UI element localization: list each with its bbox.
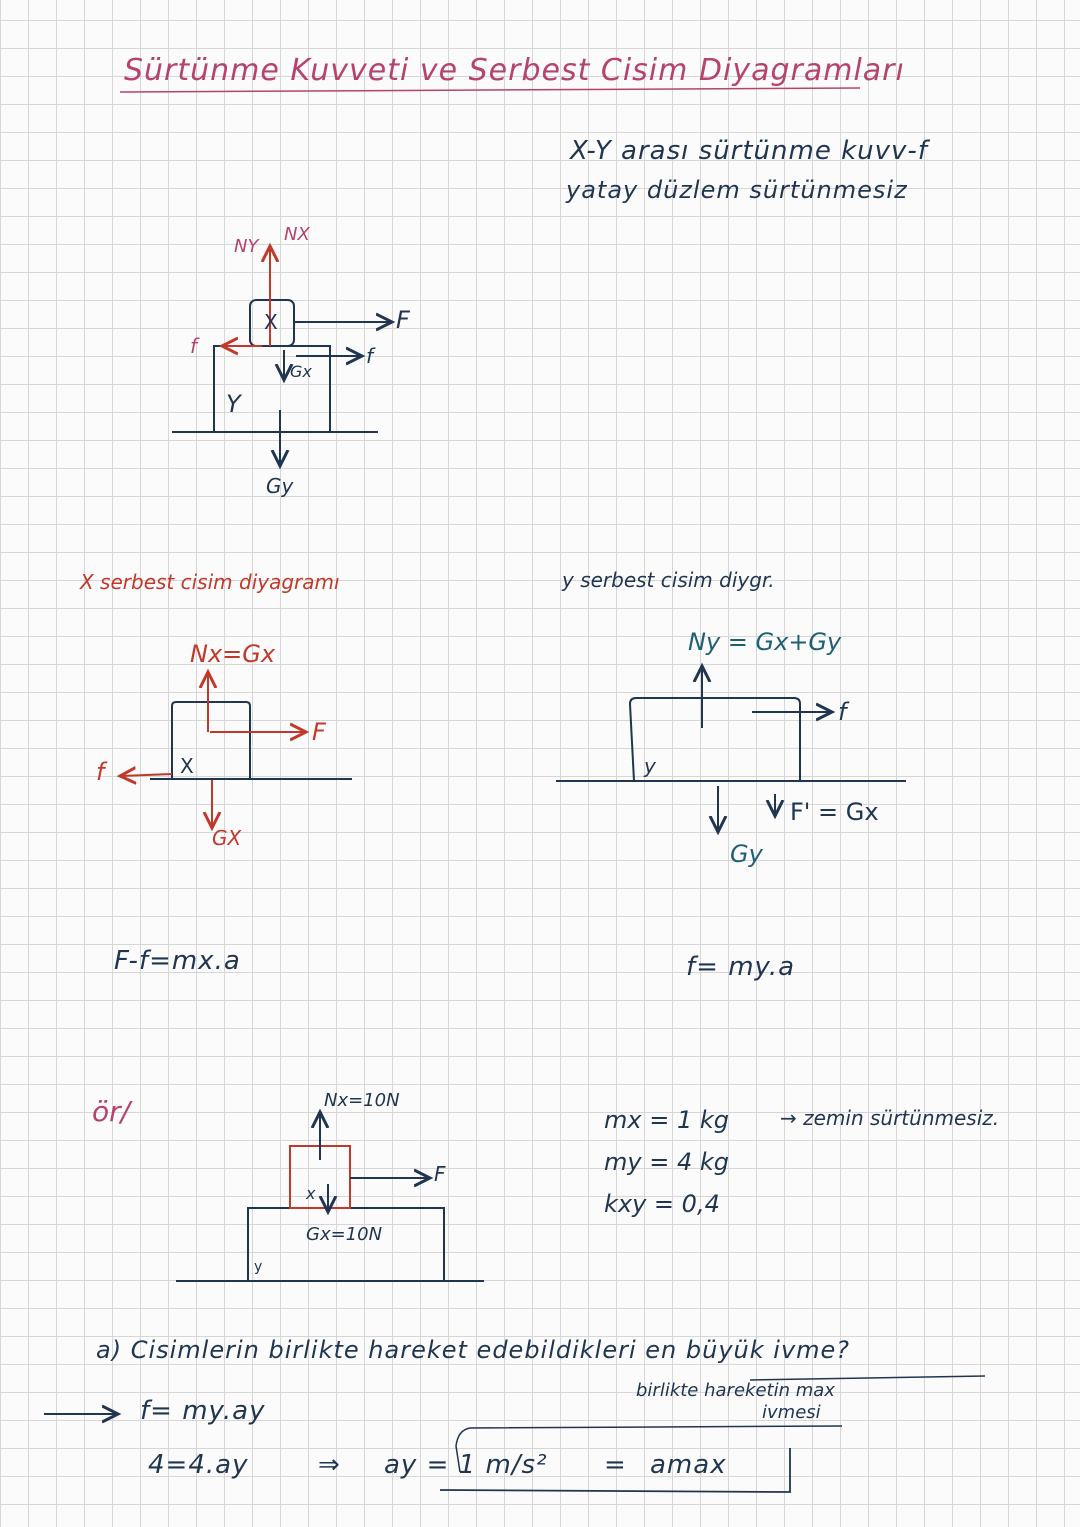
label-F: F	[396, 306, 410, 334]
question-annotation-1: birlikte hareketin max	[636, 1380, 835, 1401]
label-f-right: f	[366, 344, 374, 368]
example-diagram	[176, 1112, 484, 1281]
note-line-1: X-Y arası sürtünme kuvv-f	[570, 136, 928, 166]
example-force: F	[434, 1162, 446, 1186]
example-kxy: kxy = 0,4	[604, 1190, 720, 1218]
solution-amax: amax	[650, 1450, 727, 1480]
x-fbd-weight: GX	[212, 826, 242, 850]
example-my: my = 4 kg	[604, 1148, 729, 1176]
label-gx-small: Gx	[290, 362, 312, 381]
example-mx: mx = 1 kg	[604, 1106, 729, 1134]
y-fbd-block: y	[644, 754, 656, 778]
x-fbd-diagram	[120, 672, 352, 828]
arrow-f-x	[120, 774, 172, 776]
example-block-x: x	[306, 1184, 316, 1203]
solution-equals: =	[604, 1450, 627, 1480]
example-weight: Gx=10N	[306, 1224, 383, 1245]
x-fbd-equation: F-f=mx.a	[114, 946, 241, 976]
solution-result: ay = 1 m/s²	[384, 1450, 548, 1480]
label-ny: NY	[234, 236, 259, 257]
block-y-shape	[214, 346, 330, 432]
label-block-y: Y	[226, 390, 241, 418]
label-nx: NX	[284, 224, 310, 245]
x-fbd-normal: Nx=Gx	[190, 640, 276, 668]
solution-line-1: f= my.ay	[140, 1396, 266, 1426]
label-block-x: X	[264, 310, 278, 334]
x-fbd-force: F	[312, 718, 326, 746]
page-title: Sürtünme Kuvveti ve Serbest Cisim Diyagramları	[124, 53, 905, 88]
example-block-y: y	[254, 1259, 263, 1275]
x-fbd-friction: f	[96, 758, 105, 786]
title-underline	[120, 88, 860, 92]
question-text: a) Cisimlerin birlikte hareket edebildikleri en büyük ivme?	[96, 1336, 851, 1364]
label-gy: Gy	[266, 474, 294, 498]
combined-diagram	[172, 246, 392, 466]
x-fbd-block: X	[180, 754, 194, 778]
y-fbd-load: F' = Gx	[790, 798, 879, 826]
solution-line-2: 4=4.ay	[148, 1450, 249, 1480]
label-f-left: f	[190, 334, 198, 358]
y-fbd-heading: y serbest cisim diygr.	[562, 568, 775, 592]
note-line-2: yatay düzlem sürtünmesiz	[566, 176, 908, 204]
y-fbd-equation: f= my.a	[686, 952, 796, 982]
example-ground-note: → zemin sürtünmesiz.	[780, 1106, 1000, 1130]
solution-implies: ⇒	[318, 1450, 341, 1480]
example-normal: Nx=10N	[324, 1090, 400, 1111]
y-fbd-normal: Ny = Gx+Gy	[688, 628, 842, 656]
example-label: ör/	[92, 1095, 131, 1128]
question-annotation-2: ivmesi	[762, 1402, 821, 1423]
x-fbd-heading: X serbest cisim diyagramı	[80, 570, 340, 594]
y-fbd-friction: f	[838, 698, 847, 726]
y-fbd-weight: Gy	[730, 840, 763, 868]
